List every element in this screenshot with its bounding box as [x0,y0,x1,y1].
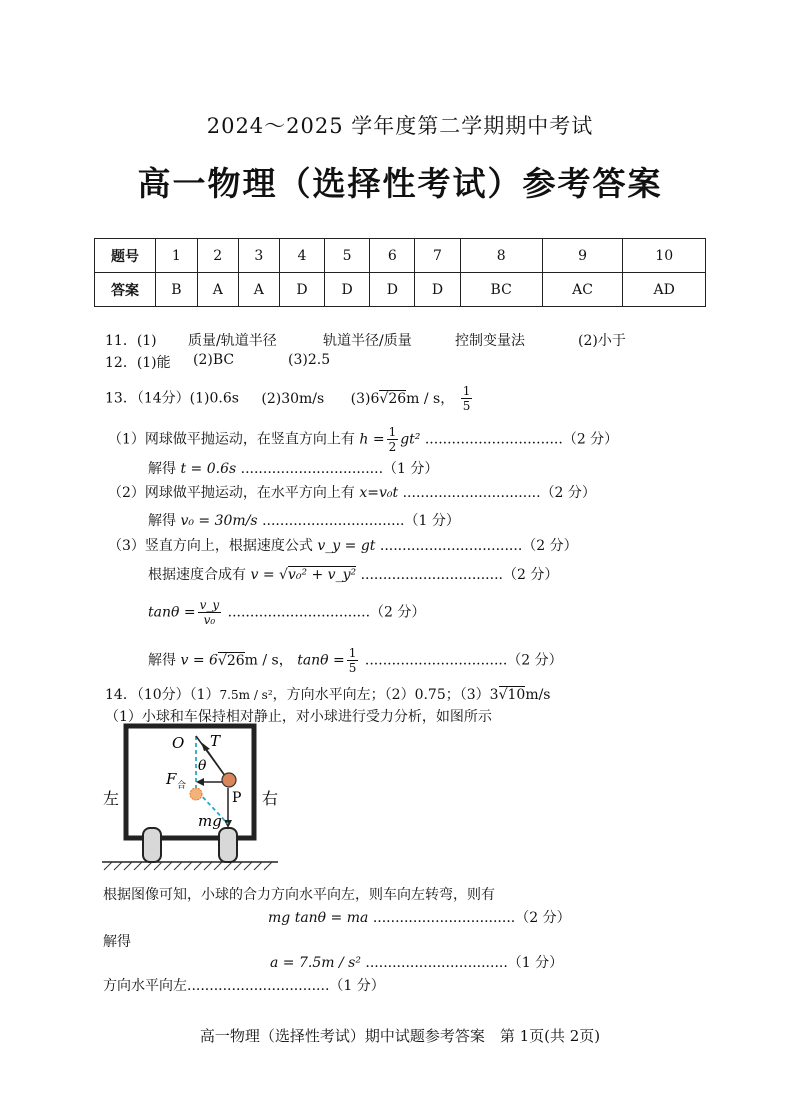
q14-step-4: 解得 [103,934,131,950]
q13-header [105,384,474,413]
table-row-answers [95,273,706,307]
label-f: F [166,770,177,788]
q14-step-5: a = 7.5m / s² ................................（1 分） [270,955,564,971]
table-cell: D [325,273,370,307]
q13-step-5: （3）竖直方向上，根据速度公式 v_y = gt ................................（2 分） [108,538,578,554]
table-cell: 3 [238,239,279,273]
table-cell: B [156,273,198,307]
q14-step-1: （1）小球和车保持相对静止，对小球进行受力分析，如图所示 [105,709,492,725]
q13-step-8: 解得 v = 6√26m / s， tanθ = $\frac{1}{5}$ ................................（2 分） [148,646,563,675]
answer-table [94,238,706,307]
table-label-answer: 答案 [95,273,156,307]
ghost-ball [190,788,202,800]
q13-step-1: （1）网球做平抛运动，在竖直方向上有 h = $\frac{1}{2}$ gt² ...............................（2 分） [108,425,619,454]
table-cell: AC [542,273,623,307]
table-cell: 9 [542,239,623,273]
q14-header: 14．（10分）（1）7.5m / s²，方向水平向左；（2）0.75；（3）3√10m/s [105,687,551,703]
table-cell: D [415,273,460,307]
ground-hatching [104,862,272,870]
table-cell: 4 [279,239,324,273]
table-cell: 1 [156,239,198,273]
q11-answer-4: (2)小于 [578,333,626,349]
label-f-sub: 合 [177,781,187,791]
ball-p [222,773,236,787]
table-cell: 7 [415,239,460,273]
table-cell: A [197,273,238,307]
q11-answer-1: 质量/轨道半径 [188,333,277,349]
q14-step-2: 根据图像可知，小球的合力方向水平向左，则车向左转弯，则有 [103,887,495,903]
q11-answer-2: 轨道半径/质量 [323,333,412,349]
label-mg: mg [198,812,222,830]
q14-step-6: 方向水平向左................................（1 分） [103,978,385,994]
table-cell: A [238,273,279,307]
table-cell: 6 [370,239,415,273]
q13-answer-3: (3)6√26m / s， [350,390,455,407]
page-title: 高一物理（选择性考试）参考答案 [137,164,663,203]
table-cell: 10 [623,239,706,273]
q13-step-4: 解得 v₀ = 30m/s ................................（1 分） [148,513,460,529]
table-cell: BC [460,273,542,307]
q14-step-3: mg tanθ = ma ................................（2 分） [268,910,571,926]
label-t: T [210,732,221,750]
q11-answer-3: 控制变量法 [455,333,525,349]
label-right: 右 [262,789,279,808]
q13-step-6: 根据速度合成有 v = √v₀² + v_y² ................................（2 分） [148,567,559,583]
table-cell: D [279,273,324,307]
label-left: 左 [103,789,120,808]
q13-answer-1: 13．（14分）(1)0.6s [105,390,239,407]
label-theta: θ [198,758,207,774]
force-diagram [100,722,280,872]
table-cell: 5 [325,239,370,273]
left-wheel [143,828,161,862]
q12-answer-3: (3)2.5 [288,352,331,368]
table-cell: 8 [460,239,542,273]
table-row-numbers [95,239,706,273]
label-o: O [172,734,185,752]
label-p: P [232,790,242,806]
q11-number: 11．(1) [105,333,157,349]
q12-answer-2: (2)BC [193,352,235,368]
table-cell: AD [623,273,706,307]
exam-subtitle: 2024～2025 学年度第二学期期中考试 [206,114,594,138]
q13-step-7: tanθ = $\frac{v\_y}{\text{v₀}}$ ................................（2 分） [148,598,426,627]
q13-step-2: 解得 t = 0.6s ................................（1 分） [148,461,439,477]
right-wheel [219,828,237,862]
q13-answer-2: (2)30m/s [261,390,325,407]
q13-fraction: $\frac{1}{5}$ [462,384,471,413]
table-label-number: 题号 [95,239,156,273]
q13-step-3: （2）网球做平抛运动，在水平方向上有 x=v₀t ...............................（2 分） [108,485,596,501]
q12-answer-1: 12．(1)能 [105,355,171,371]
table-cell: 2 [197,239,238,273]
page-footer: 高一物理（选择性考试）期中试题参考答案 第 1页(共 2页) [199,1027,601,1045]
table-cell: D [370,273,415,307]
